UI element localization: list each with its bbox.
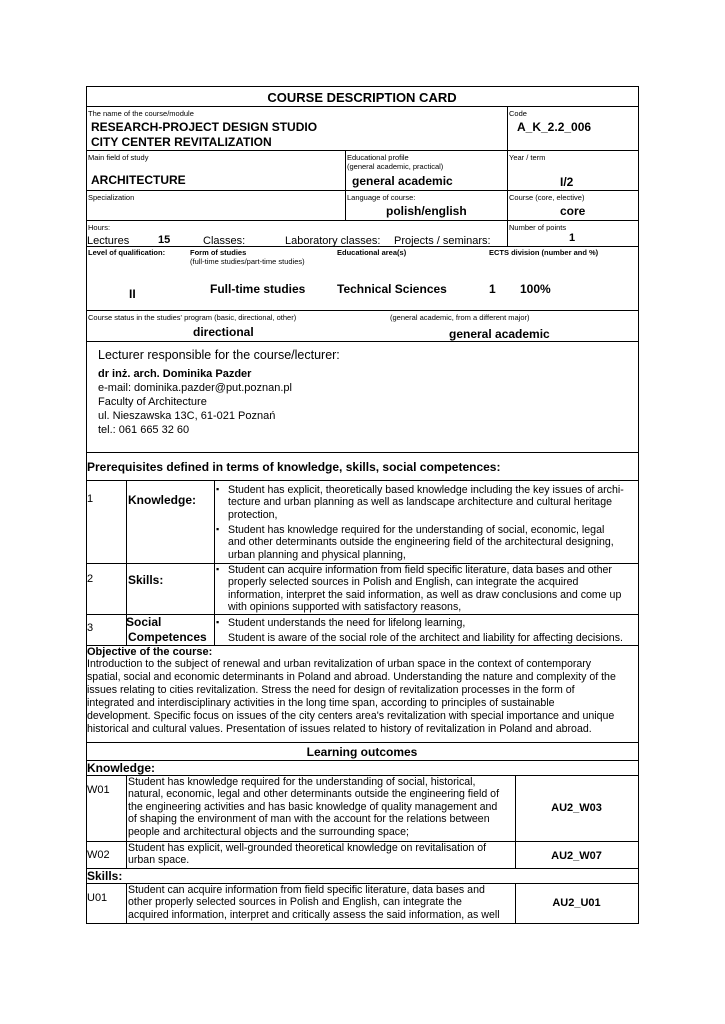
knowledge-heading: Knowledge: xyxy=(87,761,155,775)
prerequisites-heading: Prerequisites defined in terms of knowledge, skills, social competences: xyxy=(87,460,501,474)
outcome-text-u01: Student can acquire information from field specific literature, data bases and other properly selected sources in Polish and English, can integrate the acquired information, interpret and critically assess the said information, as well xyxy=(128,884,500,921)
list-item: Student is aware of the social role of the architect and liability for affecting decisions. xyxy=(228,632,623,644)
specialization-label: Specialization xyxy=(88,193,135,202)
outcome-ref-u01: AU2_U01 xyxy=(552,897,601,909)
outcome-code-u01: U01 xyxy=(87,892,108,904)
area-label: Educational area(s) xyxy=(337,248,407,257)
points-value: 1 xyxy=(569,232,576,244)
list-item: Student understands the need for lifelong learning, xyxy=(228,617,466,629)
field-value: ARCHITECTURE xyxy=(91,173,186,187)
profile-label: Educational profile xyxy=(347,153,409,162)
profile-sublabel: (general academic, practical) xyxy=(347,162,444,171)
points-label: Number of points xyxy=(509,223,567,232)
form-sublabel: (full-time studies/part-time studies) xyxy=(190,257,305,266)
lectures-label: Lectures xyxy=(87,235,130,247)
outcome-code-w02: W02 xyxy=(87,849,110,861)
outcome-text-w01: Student has knowledge required for the understanding of social, historical, natural, economic, legal and other determinants outside the engineering field of the engineering activities and has basic knowledge of quality management and of shaping the environment of man with the account for the relations between people and architectural objects and the surrounding space; xyxy=(128,776,500,838)
objective-heading: Objective of the course: xyxy=(87,646,213,658)
language-value: polish/english xyxy=(386,204,467,218)
lecturer-address: ul. Nieszawska 13C, 61-021 Poznań xyxy=(98,410,276,422)
lecturer-phone: tel.: 061 665 32 60 xyxy=(98,424,190,436)
course-type-label: Course (core, elective) xyxy=(509,193,585,202)
prereq-number-3: 3 xyxy=(87,622,94,634)
course-name-line2: CITY CENTER REVITALIZATION xyxy=(91,135,272,149)
skills-heading: Skills: xyxy=(87,869,123,883)
form-label: Form of studies xyxy=(190,248,247,257)
ects-value: 100% xyxy=(520,282,551,296)
prereq-number-1: 1 xyxy=(87,493,94,505)
area-value: Technical Sciences xyxy=(337,282,447,296)
code-label: Code xyxy=(509,109,527,118)
year-label: Year / term xyxy=(509,153,546,162)
list-item: Student can acquire information from field specific literature, data bases and other properly selected sources in Polish and English, can integrate the acquired information, interpret the said information, as well as draw conclusions and come up with opinions supported with satisfactory reasons, xyxy=(228,564,622,614)
status-value: directional xyxy=(193,325,254,339)
learning-outcomes-heading: Learning outcomes xyxy=(306,745,418,759)
projects-label: Projects / seminars: xyxy=(394,235,491,247)
status-other-label: (general academic, from a different major) xyxy=(390,313,530,322)
hours-label: Hours: xyxy=(88,223,111,232)
lecturer-name: dr inż. arch. Dominika Pazder xyxy=(98,368,252,380)
year-value: I/2 xyxy=(560,175,574,189)
objective-text: Introduction to the subject of renewal and urban revitalization of urban space in the context of contemporary spatial, social and economic determinants in Poland and abroad. Understanding the nature and complexity of the issues relating to cities revitalization. Stress the need for design of revitalization processes in the form of integrated and interdisciplinary activities in the long time span, according to principles of sustainable development. Specific focus on issues of the city centers area's revitalization with special importance and unique historical and cultural values. Presentation of issues related to history of revitalization in Poland and abroad. xyxy=(87,658,616,735)
list-item: Student has knowledge required for the understanding of social, economic, legal and other determinants outside the engineering field of the architectural designing, urban planning and physical planning, xyxy=(228,524,614,561)
prereq-label-competences: Competences xyxy=(128,630,207,644)
course-code: A_K_2.2_006 xyxy=(517,120,592,134)
outcome-text-w02: Student has explicit, well-grounded theoretical knowledge on revitalisation of urban space. xyxy=(128,842,487,867)
lecturer-heading: Lecturer responsible for the course/lecturer: xyxy=(98,348,340,362)
outcome-ref-w01: AU2_W03 xyxy=(551,802,602,814)
bullet-icon: ▪ xyxy=(216,564,220,574)
status-other-value: general academic xyxy=(449,327,550,341)
bullet-icon: ▪ xyxy=(216,484,220,494)
classes-label: Classes: xyxy=(203,235,246,247)
field-label: Main field of study xyxy=(88,153,149,162)
form-value: Full-time studies xyxy=(210,282,306,296)
bullet-icon: ▪ xyxy=(216,524,220,534)
area-number: 1 xyxy=(489,282,496,296)
course-name-line1: RESEARCH-PROJECT DESIGN STUDIO xyxy=(91,120,318,134)
lecturer-email: e-mail: dominika.pazder@put.poznan.pl xyxy=(98,382,292,394)
prereq-label-social: Social xyxy=(126,615,162,629)
prereq-label-skills: Skills: xyxy=(128,573,164,587)
level-value: II xyxy=(129,287,136,301)
lectures-value: 15 xyxy=(158,234,171,246)
outcome-ref-w02: AU2_W07 xyxy=(551,850,602,862)
profile-value: general academic xyxy=(352,174,453,188)
prereq-label-knowledge: Knowledge: xyxy=(128,493,196,507)
laboratory-label: Laboratory classes: xyxy=(285,235,381,247)
prereq-number-2: 2 xyxy=(87,573,94,585)
level-label: Level of qualification: xyxy=(88,248,166,257)
list-item: Student has explicit, theoretically based knowledge including the key issues of archi- tecture and urban planning as well as landscape architecture and cultural heritage protection, xyxy=(228,484,624,521)
course-name-label: The name of the course/module xyxy=(88,109,194,118)
outcome-code-w01: W01 xyxy=(87,784,110,796)
bullet-icon: ▪ xyxy=(216,617,220,627)
page-title: COURSE DESCRIPTION CARD xyxy=(267,90,457,105)
language-label: Language of course: xyxy=(347,193,416,202)
course-type-value: core xyxy=(560,204,586,218)
lecturer-faculty: Faculty of Architecture xyxy=(98,396,207,408)
status-label: Course status in the studies' program (basic, directional, other) xyxy=(88,313,297,322)
ects-label: ECTS division (number and %) xyxy=(489,248,599,257)
